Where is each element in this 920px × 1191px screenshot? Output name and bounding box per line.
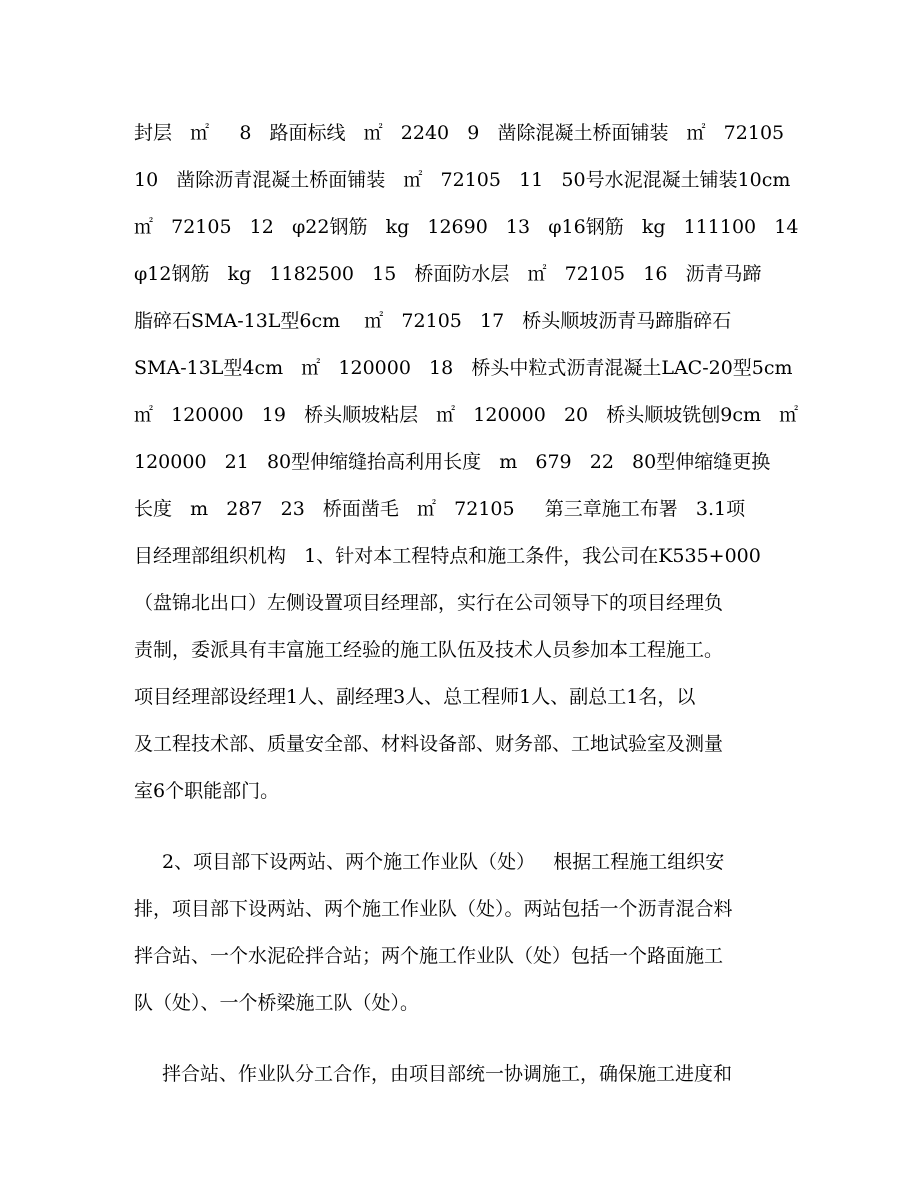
paragraph-gap <box>134 818 834 842</box>
text-line: 封层 ㎡ 8 路面标线 ㎡ 2240 9 凿除混凝土桥面铺装 ㎡ 72105 <box>134 122 785 144</box>
text-line: 及工程技术部、质量安全部、材料设备部、财务部、工地试验室及测量 <box>134 733 724 755</box>
paragraph-gap <box>134 1030 834 1054</box>
text-line: φ12钢筋 kg 1182500 15 桥面防水层 ㎡ 72105 16 沥青马蹄 <box>134 263 762 285</box>
text-line: ㎡ 72105 12 φ22钢筋 kg 12690 13 φ16钢筋 kg 111100 14 <box>134 216 799 238</box>
text-line: 责制，委派具有丰富施工经验的施工队伍及技术人员参加本工程施工。 <box>134 639 724 661</box>
document-body <box>134 113 834 1101</box>
text-line: 队（处）、一个桥梁施工队（处）。 <box>134 992 420 1014</box>
text-line: 脂碎石SMA-13L型6cm ㎡ 72105 17 桥头顺坡沥青马蹄脂碎石 <box>134 310 732 332</box>
text-line: 拌合站、一个水泥砼拌合站；两个施工作业队（处）包括一个路面施工 <box>134 945 724 967</box>
text-line: 10 凿除沥青混凝土桥面铺装 ㎡ 72105 11 50号水泥混凝土铺装10cm <box>134 169 791 191</box>
text-line: 长度 m 287 23 桥面凿毛 ㎡ 72105 第三章施工布署 3.1项 <box>134 498 746 520</box>
text-line: 排，项目部下设两站、两个施工作业队（处）。两站包括一个沥青混合料 <box>134 898 733 920</box>
text-line: （盘锦北出口）左侧设置项目经理部，实行在公司领导下的项目经理负 <box>134 592 724 614</box>
text-line: 2、项目部下设两站、两个施工作业队（处） 根据工程施工组织安 <box>162 851 725 873</box>
text-line: SMA-13L型4cm ㎡ 120000 18 桥头中粒式沥青混凝土LAC-20型5cm <box>134 357 793 379</box>
text-line: 120000 21 80型伸缩缝抬高利用长度 m 679 22 80型伸缩缝更换 <box>134 451 771 473</box>
text-line: ㎡ 120000 19 桥头顺坡粘层 ㎡ 120000 20 桥头顺坡铣刨9cm ㎡ <box>134 404 799 426</box>
text-line: 室6个职能部门。 <box>134 780 280 802</box>
text-line: 目经理部组织机构 1、针对本工程特点和施工条件，我公司在K535+000 <box>134 545 761 567</box>
text-line: 拌合站、作业队分工合作，由项目部统一协调施工，确保施工进度和 <box>162 1063 733 1085</box>
text-line: 项目经理部设经理1人、副经理3人、总工程师1人、副总工1名，以 <box>134 686 696 708</box>
